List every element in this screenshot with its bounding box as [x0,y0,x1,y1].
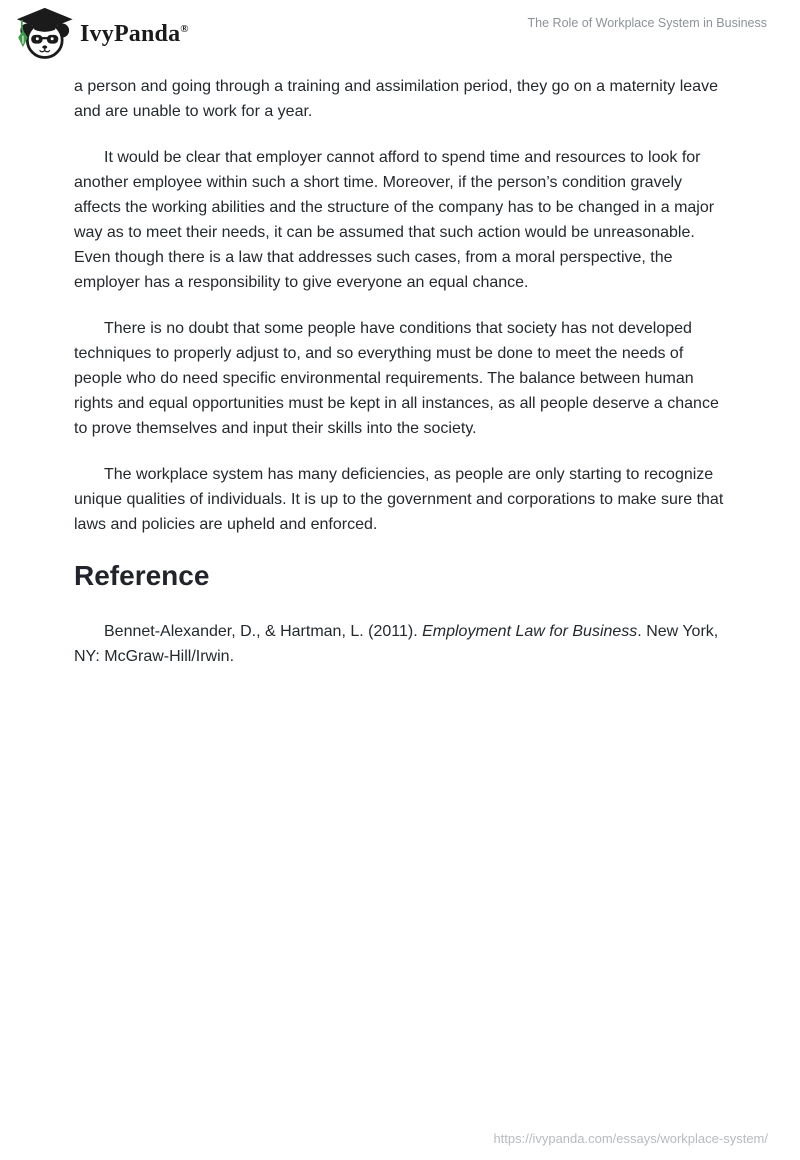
essay-body [0,64,800,669]
reference-heading: Reference [74,560,210,591]
paragraph: a person and going through a training and assimilation period, they go on a maternity leave and are unable to work for a year. [74,78,718,120]
page-footer [493,1130,768,1148]
reference-citation [74,619,726,669]
paragraph: The workplace system has many deficiencies, as people are only starting to recognize unique qualities of individuals. It is up to the government and corporations to make sure that laws and policies are upheld and enforced. [74,466,724,533]
ivypanda-logo[interactable] [12,7,189,61]
citation-authors: Bennet-Alexander, D., & Hartman, L. (2011). [104,622,423,640]
document-title: The Role of Workplace System in Business [527,16,767,30]
citation-publisher: . New York, NY: McGraw-Hill/Irwin. [74,622,719,665]
source-url-link[interactable]: https://ivypanda.com/essays/workplace-system/ [493,1131,768,1146]
brand-name [80,22,189,46]
paragraph: There is no doubt that some people have conditions that society has not developed techniques to properly adjust to, and so everything must be done to meet the needs of people who do need specific environmental requirements. The balance between human rights and equal opportunities must be kept in all instances, as all people deserve a chance to prove themselves and input their skills into the society. [74,320,719,437]
page-header [0,0,800,64]
paragraph: It would be clear that employer cannot afford to spend time and resources to look for another employee within such a short time. Moreover, if the person’s condition gravely affects the working abilities and the structure of the company has to be changed in a major way as to meet their needs, it can be assumed that such action would be unreasonable. Even though there is a law that addresses such cases, from a moral perspective, the employer has a responsibility to give everyone an equal chance. [74,149,715,291]
panda-graduate-logo-icon [12,7,74,61]
brand-text: IvyPanda [80,21,181,47]
citation-book-title: Employment Law for Business [422,622,638,640]
registered-mark: ® [180,23,189,35]
